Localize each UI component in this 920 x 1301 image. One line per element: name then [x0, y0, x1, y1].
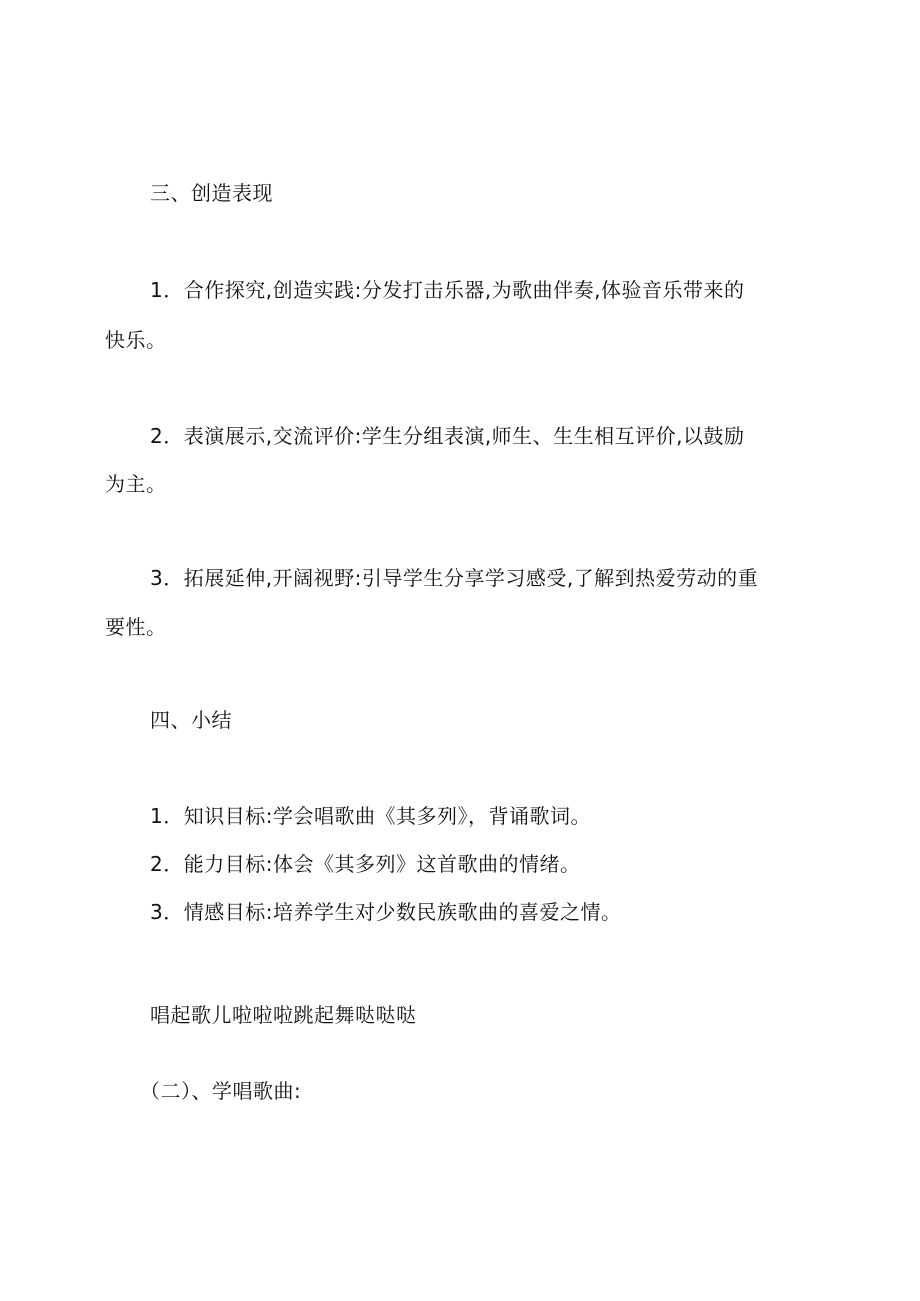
list-item-continuation: 为主。	[105, 472, 167, 496]
list-item-text: 1．知识目标:学会唱歌曲《其多列》，背诵歌词。	[150, 804, 591, 828]
list-item-continuation: 要性。	[105, 615, 167, 639]
section-heading-summary: 四、小结	[150, 708, 232, 732]
list-item-text: 1．合作探究,创造实践:分发打击乐器,为歌曲伴奏,体验音乐带来的	[150, 278, 745, 302]
sub-heading-learn-song: （二）、学唱歌曲:	[140, 1079, 302, 1103]
list-item-continuation: 快乐。	[105, 328, 167, 352]
list-item-text: 2．表演展示,交流评价:学生分组表演,师生、生生相互评价,以鼓励	[150, 424, 745, 448]
list-item-text: 3．情感目标:培养学生对少数民族歌曲的喜爱之情。	[150, 900, 622, 924]
list-item-text: 2．能力目标:体会《其多列》这首歌曲的情绪。	[150, 852, 581, 876]
section-heading-create: 三、创造表现	[150, 181, 273, 205]
list-item-text: 3．拓展延伸,开阔视野:引导学生分享学习感受,了解到热爱劳动的重	[150, 566, 759, 590]
lyric-line: 唱起歌儿啦啦啦跳起舞哒哒哒	[150, 1003, 417, 1027]
